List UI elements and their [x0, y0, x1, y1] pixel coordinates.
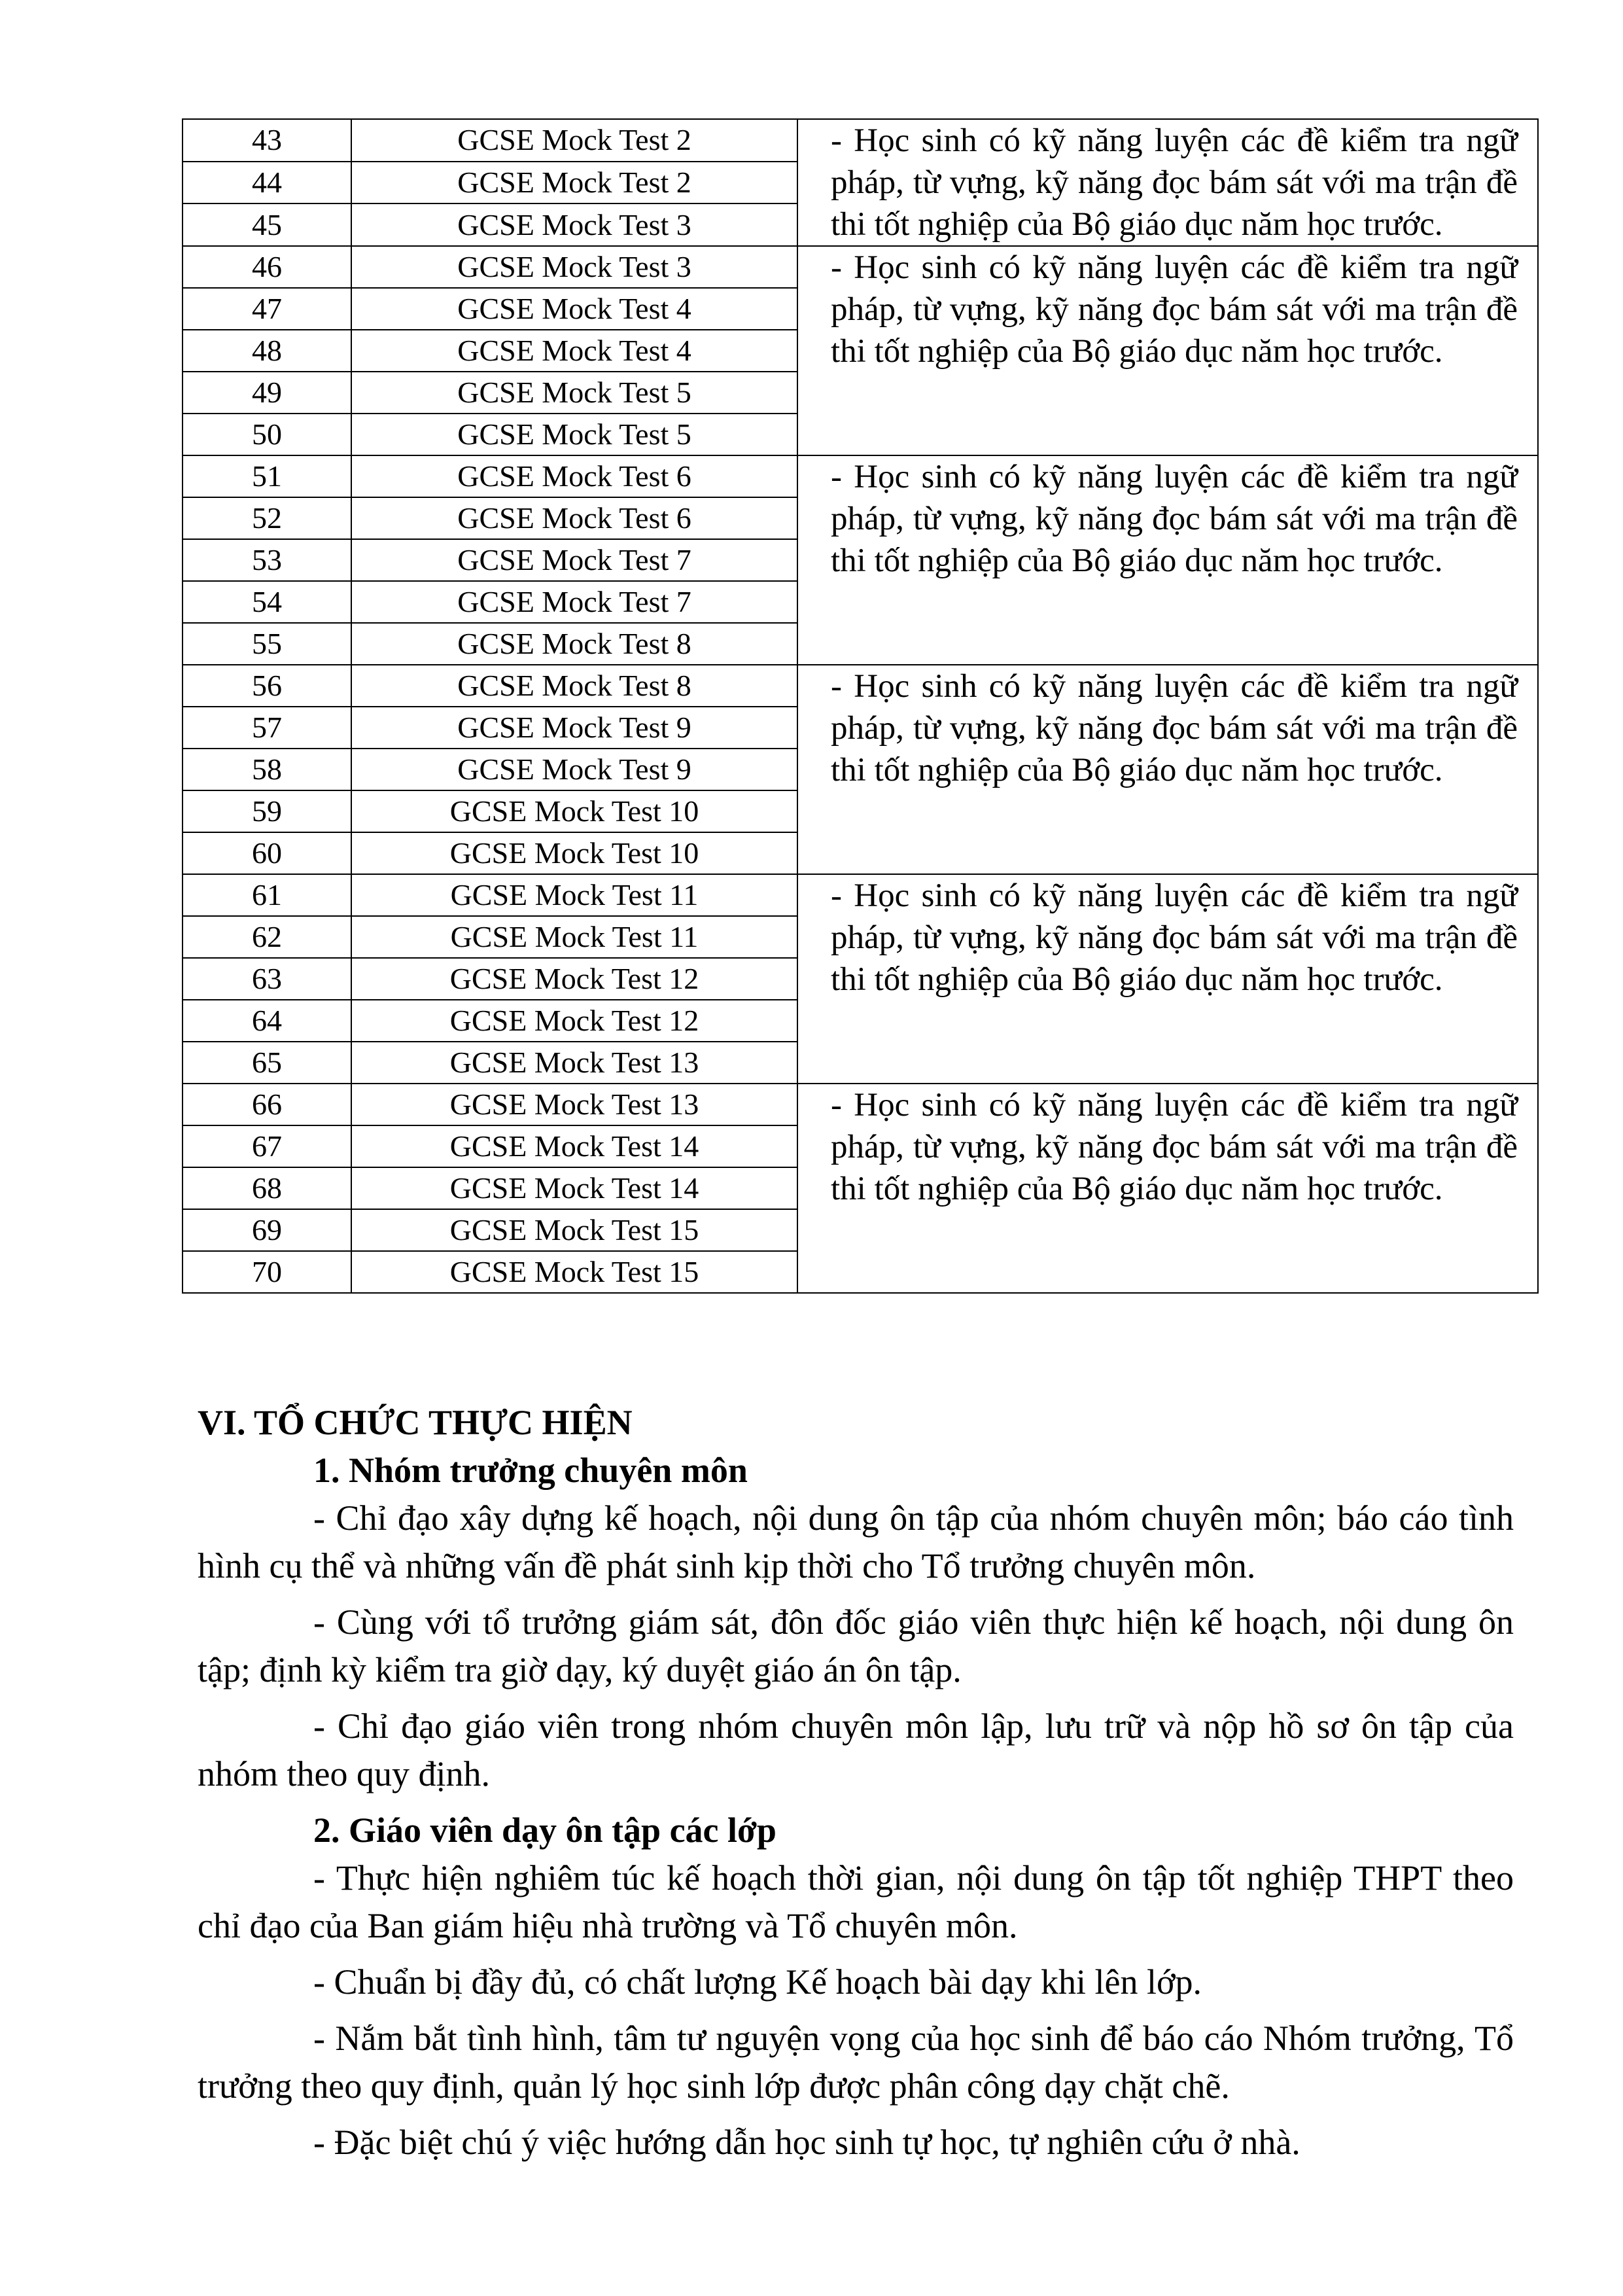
lesson-number-cell: 45 — [183, 203, 351, 246]
lesson-name-cell: GCSE Mock Test 11 — [351, 874, 797, 916]
lesson-name-cell: GCSE Mock Test 4 — [351, 330, 797, 372]
lesson-name-cell: GCSE Mock Test 7 — [351, 581, 797, 623]
lesson-number-cell: 55 — [183, 623, 351, 665]
lesson-number-cell: 56 — [183, 665, 351, 707]
lesson-name-cell: GCSE Mock Test 8 — [351, 665, 797, 707]
lesson-number-cell: 43 — [183, 119, 351, 162]
lesson-number-cell: 64 — [183, 1000, 351, 1042]
lesson-name-cell: GCSE Mock Test 10 — [351, 790, 797, 832]
implementation-section — [198, 1399, 1514, 2175]
paragraph: - Cùng với tổ trưởng giám sát, đôn đốc giáo viên thực hiện kế hoạch, nội dung ôn tập; định kỳ kiểm tra giờ dạy, ký duyệt giáo án ôn tập. — [198, 1602, 1514, 1689]
lesson-number-cell: 54 — [183, 581, 351, 623]
lesson-number-cell: 61 — [183, 874, 351, 916]
lesson-name-cell: GCSE Mock Test 13 — [351, 1084, 797, 1125]
learning-outcome-cell: - Học sinh có kỹ năng luyện các đề kiểm tra ngữ pháp, từ vựng, kỹ năng đọc bám sát với ma trận đề thi tốt nghiệp của Bộ giáo dục năm học trước. — [797, 665, 1538, 874]
subsection-title-group-leader: 1. Nhóm trưởng chuyên môn — [313, 1451, 748, 1490]
lesson-number-cell: 50 — [183, 414, 351, 455]
paragraph: - Chỉ đạo xây dựng kế hoạch, nội dung ôn tập của nhóm chuyên môn; báo cáo tình hình cụ thể và những vấn đề phát sinh kịp thời cho Tổ trưởng chuyên môn. — [198, 1498, 1514, 1585]
paragraph: - Thực hiện nghiêm túc kế hoạch thời gian, nội dung ôn tập tốt nghiệp THPT theo chỉ đạo của Ban giám hiệu nhà trường và Tổ chuyên môn. — [198, 1858, 1514, 1945]
section-heading: VI. TỔ CHỨC THỰC HIỆN — [198, 1403, 633, 1442]
lesson-number-cell: 47 — [183, 288, 351, 330]
learning-outcome-cell: - Học sinh có kỹ năng luyện các đề kiểm tra ngữ pháp, từ vựng, kỹ năng đọc bám sát với ma trận đề thi tốt nghiệp của Bộ giáo dục năm học trước. — [797, 874, 1538, 1084]
lesson-number-cell: 52 — [183, 497, 351, 539]
lesson-name-cell: GCSE Mock Test 14 — [351, 1125, 797, 1167]
lesson-name-cell: GCSE Mock Test 6 — [351, 497, 797, 539]
lesson-number-cell: 59 — [183, 790, 351, 832]
lesson-number-cell: 70 — [183, 1251, 351, 1293]
lesson-number-cell: 49 — [183, 372, 351, 414]
lesson-name-cell: GCSE Mock Test 3 — [351, 203, 797, 246]
lesson-number-cell: 51 — [183, 455, 351, 497]
lesson-name-cell: GCSE Mock Test 10 — [351, 832, 797, 874]
lesson-number-cell: 58 — [183, 749, 351, 790]
lesson-name-cell: GCSE Mock Test 3 — [351, 246, 797, 288]
lesson-name-cell: GCSE Mock Test 2 — [351, 119, 797, 162]
lesson-number-cell: 46 — [183, 246, 351, 288]
lesson-name-cell: GCSE Mock Test 2 — [351, 162, 797, 204]
lesson-number-cell: 66 — [183, 1084, 351, 1125]
lesson-name-cell: GCSE Mock Test 13 — [351, 1042, 797, 1084]
paragraph: - Nắm bắt tình hình, tâm tư nguyện vọng của học sinh để báo cáo Nhóm trưởng, Tổ trưởng theo quy định, quản lý học sinh lớp được phân công dạy chặt chẽ. — [198, 2019, 1514, 2106]
lesson-name-cell: GCSE Mock Test 8 — [351, 623, 797, 665]
lesson-name-cell: GCSE Mock Test 15 — [351, 1209, 797, 1251]
table-row — [183, 455, 1538, 497]
lesson-name-cell: GCSE Mock Test 9 — [351, 707, 797, 749]
lesson-schedule-table — [182, 118, 1539, 1294]
lesson-name-cell: GCSE Mock Test 9 — [351, 749, 797, 790]
lesson-name-cell: GCSE Mock Test 7 — [351, 539, 797, 581]
lesson-number-cell: 53 — [183, 539, 351, 581]
lesson-number-cell: 65 — [183, 1042, 351, 1084]
lesson-number-cell: 62 — [183, 916, 351, 958]
table-row — [183, 1084, 1538, 1125]
lesson-number-cell: 63 — [183, 958, 351, 1000]
learning-outcome-cell: - Học sinh có kỹ năng luyện các đề kiểm tra ngữ pháp, từ vựng, kỹ năng đọc bám sát với ma trận đề thi tốt nghiệp của Bộ giáo dục năm học trước. — [797, 455, 1538, 665]
learning-outcome-cell: - Học sinh có kỹ năng luyện các đề kiểm tra ngữ pháp, từ vựng, kỹ năng đọc bám sát với ma trận đề thi tốt nghiệp của Bộ giáo dục năm học trước. — [797, 1084, 1538, 1293]
lesson-name-cell: GCSE Mock Test 14 — [351, 1167, 797, 1209]
subsection-title-teachers: 2. Giáo viên dạy ôn tập các lớp — [313, 1810, 777, 1850]
lesson-number-cell: 44 — [183, 162, 351, 204]
lesson-name-cell: GCSE Mock Test 5 — [351, 414, 797, 455]
lesson-number-cell: 48 — [183, 330, 351, 372]
lesson-name-cell: GCSE Mock Test 6 — [351, 455, 797, 497]
table-row — [183, 874, 1538, 916]
table-row — [183, 246, 1538, 288]
lesson-name-cell: GCSE Mock Test 12 — [351, 1000, 797, 1042]
table-row — [183, 119, 1538, 162]
lesson-number-cell: 57 — [183, 707, 351, 749]
learning-outcome-cell: - Học sinh có kỹ năng luyện các đề kiểm tra ngữ pháp, từ vựng, kỹ năng đọc bám sát với ma trận đề thi tốt nghiệp của Bộ giáo dục năm học trước. — [797, 119, 1538, 246]
lesson-name-cell: GCSE Mock Test 15 — [351, 1251, 797, 1293]
lesson-number-cell: 69 — [183, 1209, 351, 1251]
paragraph: - Chuẩn bị đầy đủ, có chất lượng Kế hoạch bài dạy khi lên lớp. — [313, 1962, 1202, 2002]
table-row — [183, 665, 1538, 707]
lesson-name-cell: GCSE Mock Test 5 — [351, 372, 797, 414]
paragraph: - Đặc biệt chú ý việc hướng dẫn học sinh tự học, tự nghiên cứu ở nhà. — [313, 2123, 1300, 2162]
lesson-name-cell: GCSE Mock Test 4 — [351, 288, 797, 330]
paragraph: - Chỉ đạo giáo viên trong nhóm chuyên môn lập, lưu trữ và nộp hồ sơ ôn tập của nhóm theo quy định. — [198, 1706, 1514, 1793]
lesson-name-cell: GCSE Mock Test 11 — [351, 916, 797, 958]
lesson-number-cell: 67 — [183, 1125, 351, 1167]
lesson-number-cell: 68 — [183, 1167, 351, 1209]
lesson-number-cell: 60 — [183, 832, 351, 874]
lesson-name-cell: GCSE Mock Test 12 — [351, 958, 797, 1000]
learning-outcome-cell: - Học sinh có kỹ năng luyện các đề kiểm tra ngữ pháp, từ vựng, kỹ năng đọc bám sát với ma trận đề thi tốt nghiệp của Bộ giáo dục năm học trước. — [797, 246, 1538, 455]
